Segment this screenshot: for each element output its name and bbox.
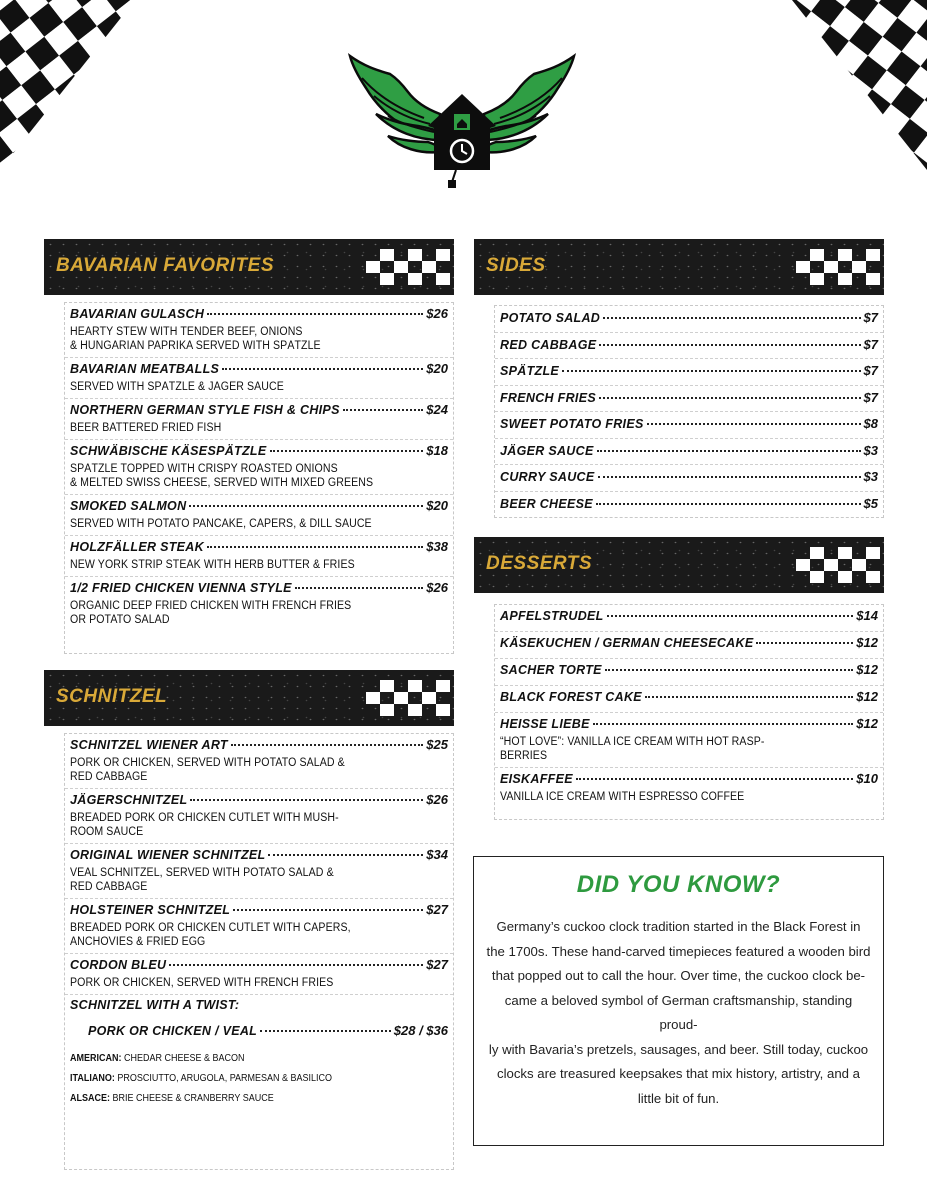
dot-leader	[207, 313, 423, 315]
menu-item-row	[500, 310, 878, 329]
dot-leader	[189, 505, 423, 507]
menu-item	[65, 495, 453, 536]
menu-item	[495, 439, 883, 466]
menu-item-name: RED CABBAGE	[500, 337, 597, 352]
menu-item	[65, 954, 453, 995]
menu-item-description: ROOM SAUCE	[70, 826, 144, 838]
checkered-flag-icon	[366, 680, 450, 716]
menu-item-name: KÄSEKUCHEN / GERMAN CHEESECAKE	[500, 636, 754, 650]
menu-item-row	[70, 498, 448, 517]
dot-leader	[599, 344, 860, 346]
menu-item-name: SCHWÄBISCHE KÄSESPÄTZLE	[70, 444, 267, 458]
menu-item-price: $7	[863, 336, 878, 352]
dot-leader	[233, 909, 423, 911]
twist-option-label: AMERICAN:	[70, 1053, 122, 1064]
menu-item-name: JÄGERSCHNITZEL	[70, 793, 188, 807]
menu-item-price: $12	[856, 716, 878, 731]
menu-item-row	[500, 390, 878, 409]
did-you-know-line: that popped out to call the hour. Over time, the cuckoo clock be-	[491, 968, 866, 983]
menu-item-price: $34	[426, 847, 448, 862]
menu-item-description: SPÄTZLE TOPPED WITH CRISPY ROASTED ONIONS	[70, 463, 338, 475]
menu-item	[495, 659, 883, 686]
twist-price: $28 / $36	[393, 1023, 448, 1038]
twist-option	[70, 1073, 410, 1085]
menu-item-name: SWEET POTATO FRIES	[500, 417, 644, 431]
menu-item-row	[70, 737, 448, 756]
dot-leader	[645, 696, 853, 698]
menu-item-row	[70, 539, 448, 558]
dot-leader	[231, 744, 423, 746]
schnitzel-list	[64, 733, 454, 1170]
menu-item-row	[70, 902, 448, 921]
menu-item	[65, 358, 453, 399]
did-you-know-line: Germany’s cuckoo clock tradition started in the Black Forest in	[496, 919, 861, 934]
menu-item-name: FRENCH FRIES	[500, 390, 596, 405]
menu-item-description: SERVED WITH SPÄTZLE & JÄGER SAUCE	[70, 381, 284, 393]
menu-item-price: $38	[426, 539, 448, 554]
menu-item-description: & HUNGARIAN PAPRIKA SERVED WITH SPÄTZLE	[70, 340, 321, 352]
menu-item-row	[500, 635, 878, 654]
menu-item	[495, 359, 883, 386]
checkered-flag-corner-left	[0, 0, 175, 170]
menu-item-row	[500, 496, 878, 515]
menu-item-description: PORK OR CHICKEN, SERVED WITH FRENCH FRIES	[70, 977, 334, 989]
menu-item	[495, 686, 883, 713]
menu-item-name: JÄGER SAUCE	[500, 443, 594, 458]
menu-item	[495, 632, 883, 659]
twist-option	[70, 1093, 410, 1105]
dot-leader	[603, 317, 860, 319]
desserts-title: DESSERTS	[486, 553, 593, 574]
menu-item-price: $26	[426, 580, 448, 595]
dot-leader	[597, 450, 861, 452]
menu-item-price: $3	[863, 469, 878, 484]
menu-item-name: SMOKED SALMON	[70, 499, 187, 513]
menu-item	[495, 465, 883, 492]
did-you-know-line: the 1700s. These hand-carved timepieces featured a wooden bird	[486, 943, 871, 959]
menu-item-name: CURRY SAUCE	[500, 470, 595, 484]
menu-item-name: NORTHERN GERMAN STYLE FISH & CHIPS	[70, 403, 340, 417]
menu-item-description: ANCHOVIES & FRIED EGG	[70, 936, 206, 948]
dot-leader	[599, 397, 861, 399]
menu-item	[495, 412, 883, 439]
menu-item-row	[500, 363, 878, 382]
menu-item-price: $7	[863, 363, 878, 378]
menu-item-price: $8	[863, 416, 878, 431]
menu-item-row	[500, 662, 878, 681]
menu-item-price: $5	[863, 495, 878, 511]
menu-item-description: HEARTY STEW WITH TENDER BEEF, ONIONS	[70, 326, 303, 338]
menu-item-description: & MELTED SWISS CHEESE, SERVED WITH MIXED GREENS	[70, 477, 374, 489]
dot-leader	[562, 370, 860, 372]
did-you-know-line: ly with Bavaria’s pretzels, sausages, and beer. Still today, cuckoo	[488, 1041, 869, 1057]
dot-leader	[207, 546, 423, 548]
menu-item-name: APFELSTRUDEL	[500, 609, 604, 623]
menu-item-description: VEAL SCHNITZEL, SERVED WITH POTATO SALAD &	[70, 867, 334, 879]
sides-list	[494, 305, 884, 518]
menu-item-price: $20	[426, 498, 448, 513]
menu-item	[495, 333, 883, 360]
menu-item-row	[500, 608, 878, 627]
twist-option-text: CHEDAR CHEESE & BACON	[124, 1053, 245, 1064]
menu-item-description: BERRIES	[500, 750, 548, 762]
sides-title: SIDES	[486, 255, 546, 276]
menu-item-price: $10	[856, 771, 878, 786]
did-you-know-line: clocks are treasured keepsakes that mix history, artistry, and a	[496, 1066, 861, 1081]
menu-item-description: BEER BATTERED FRIED FISH	[70, 422, 222, 434]
menu-item-row	[70, 580, 448, 599]
dot-leader	[756, 642, 853, 644]
desserts-list	[494, 604, 884, 820]
schnitzel-twist-item	[65, 995, 453, 1109]
did-you-know-line: came a beloved symbol of German craftsmanship, standing proud-	[504, 992, 853, 1032]
twist-option-text: BRIE CHEESE & CRANBERRY SAUCE	[112, 1093, 274, 1104]
menu-item	[65, 303, 453, 358]
menu-item-row	[500, 469, 878, 488]
menu-item-row	[500, 337, 878, 356]
bavarian-favorites-banner	[44, 239, 454, 295]
dot-leader	[270, 450, 424, 452]
menu-item-price: $26	[426, 306, 448, 321]
menu-item-name: SPÄTZLE	[500, 364, 560, 378]
menu-item-description: OR POTATO SALAD	[70, 614, 170, 626]
sides-banner	[474, 239, 884, 295]
menu-item-description: SERVED WITH POTATO PANCAKE, CAPERS, & DILL SAUCE	[70, 518, 372, 530]
schnitzel-banner	[44, 670, 454, 726]
menu-item-name: BLACK FOREST CAKE	[500, 690, 642, 704]
menu-item-row	[70, 402, 448, 421]
menu-item-name: POTATO SALAD	[500, 311, 601, 325]
menu-item	[65, 399, 453, 440]
menu-item-row	[70, 361, 448, 380]
menu-item-row	[70, 957, 448, 976]
dot-leader	[605, 669, 854, 671]
menu-item-price: $25	[426, 737, 448, 752]
menu-item-name: HOLSTEINER SCHNITZEL	[70, 903, 231, 917]
desserts-banner	[474, 537, 884, 593]
menu-item-row	[70, 847, 448, 866]
menu-item-row	[70, 792, 448, 811]
dot-leader	[190, 799, 423, 801]
menu-item	[65, 440, 453, 495]
bavarian-favorites-title: BAVARIAN FAVORITES	[56, 255, 275, 276]
menu-item-name: SACHER TORTE	[500, 663, 602, 677]
dot-leader	[295, 587, 424, 589]
twist-option-label: ALSACE:	[70, 1093, 111, 1104]
menu-item	[65, 844, 453, 899]
menu-item-row	[500, 416, 878, 435]
menu-item-description: VANILLA ICE CREAM WITH ESPRESSO COFFEE	[500, 791, 745, 803]
bavarian-favorites-list	[64, 302, 454, 654]
twist-option	[70, 1053, 410, 1065]
menu-item-name: BAVARIAN MEATBALLS	[70, 362, 220, 376]
twist-option-text: PROSCIUTTO, ARUGOLA, PARMESAN & BASILICO	[117, 1073, 333, 1084]
menu-item-price: $27	[426, 957, 448, 972]
menu-item	[495, 306, 883, 333]
dot-leader	[222, 368, 423, 370]
menu-item-row	[500, 689, 878, 708]
checkered-flag-icon	[366, 249, 450, 285]
dot-leader	[607, 615, 854, 617]
twist-title: SCHNITZEL WITH A TWIST:	[70, 998, 240, 1012]
checkered-flag-icon	[796, 249, 880, 285]
menu-item-price: $18	[426, 443, 448, 458]
menu-item	[65, 789, 453, 844]
menu-item-price: $7	[863, 389, 878, 405]
menu-item-price: $26	[426, 792, 448, 807]
checkered-flag-corner-right	[752, 0, 927, 170]
menu-item-description: PORK OR CHICKEN, SERVED WITH POTATO SALAD &	[70, 757, 345, 769]
did-you-know-box	[473, 856, 884, 1146]
menu-item-name: EISKAFFEE	[500, 772, 573, 786]
dot-leader	[169, 964, 423, 966]
twist-title-row	[70, 998, 448, 1017]
menu-item	[65, 899, 453, 954]
checkered-flag-icon	[796, 547, 880, 583]
menu-item-price: $20	[426, 361, 448, 376]
menu-item	[65, 536, 453, 577]
menu-item-name: 1/2 FRIED CHICKEN VIENNA STYLE	[70, 581, 292, 595]
twist-price-row	[70, 1023, 448, 1045]
menu-item	[495, 492, 883, 519]
menu-item-row	[500, 443, 878, 462]
menu-item-description: BREADED PORK OR CHICKEN CUTLET WITH MUSH-	[70, 812, 339, 824]
menu-item-price: $24	[426, 402, 448, 417]
menu-item-price: $12	[856, 689, 878, 704]
menu-item-row	[500, 716, 878, 735]
did-you-know-line: little bit of fun.	[637, 1090, 720, 1106]
menu-item-price: $3	[863, 442, 878, 458]
menu-item-price: $27	[426, 902, 448, 917]
dot-leader	[343, 409, 424, 411]
schnitzel-title: SCHNITZEL	[56, 686, 168, 707]
menu-item	[495, 768, 883, 808]
menu-item-description: “HOT LOVE”: VANILLA ICE CREAM WITH HOT RASP-	[500, 736, 765, 748]
menu-item-description: ORGANIC DEEP FRIED CHICKEN WITH FRENCH FRIES	[70, 600, 352, 612]
menu-item-row	[70, 443, 448, 462]
menu-item-name: BAVARIAN GULASCH	[70, 307, 205, 321]
menu-item	[65, 734, 453, 789]
menu-item-description: RED CABBAGE	[70, 771, 148, 783]
menu-item-description: BREADED PORK OR CHICKEN CUTLET WITH CAPERS,	[70, 922, 351, 934]
twist-subtitle: PORK OR CHICKEN / VEAL	[88, 1024, 258, 1038]
menu-item-row	[500, 771, 878, 790]
menu-item	[65, 577, 453, 631]
twist-option-label: ITALIANO:	[70, 1073, 115, 1084]
winged-cuckoo-clock-icon	[344, 48, 580, 193]
menu-item-name: ORIGINAL WIENER SCHNITZEL	[70, 848, 266, 862]
dot-leader	[268, 854, 423, 856]
menu-item-name: BEER CHEESE	[500, 496, 593, 511]
dot-leader	[596, 503, 861, 505]
menu-item-price: $12	[856, 662, 878, 677]
dot-leader	[593, 723, 854, 725]
menu-item-name: HEISSE LIEBE	[500, 717, 590, 731]
menu-item-name: CORDON BLEU	[70, 958, 167, 972]
did-you-know-text	[474, 899, 883, 1111]
menu-item	[495, 605, 883, 632]
menu-item-price: $14	[856, 608, 878, 623]
dot-leader	[598, 476, 861, 478]
menu-item	[495, 386, 883, 413]
menu-item-description: NEW YORK STRIP STEAK WITH HERB BUTTER & FRIES	[70, 559, 355, 571]
did-you-know-title: DID YOU KNOW?	[576, 871, 781, 898]
menu-item-price: $12	[856, 635, 878, 650]
menu-item-description: RED CABBAGE	[70, 881, 148, 893]
dot-leader	[260, 1030, 391, 1032]
dot-leader	[647, 423, 861, 425]
menu-item-name: SCHNITZEL WIENER ART	[70, 738, 228, 752]
menu-item-row	[70, 306, 448, 325]
menu-item-price: $7	[863, 310, 878, 325]
menu-item-name: HOLZFÄLLER STEAK	[70, 540, 204, 554]
menu-item	[495, 713, 883, 768]
dot-leader	[576, 778, 853, 780]
